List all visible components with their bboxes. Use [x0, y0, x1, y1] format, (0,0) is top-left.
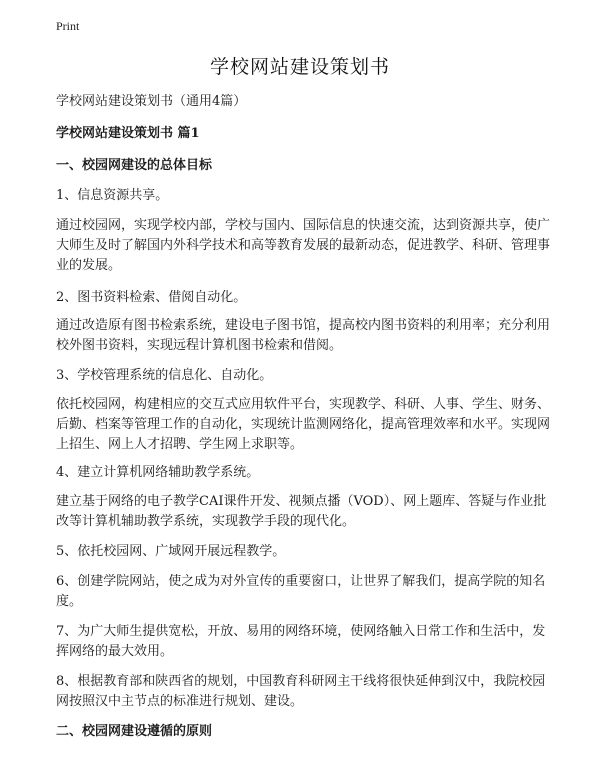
goal-4-text: 建立基于网络的电子教学CAI课件开发、视频点播（VOD）、网上题库、答疑与作业批改等计算机辅助教学系统，实现教学手段的现代化。: [56, 494, 547, 529]
goal-4-title: 4、建立计算机网络辅助教学系统。: [56, 465, 260, 480]
goal-1-title: 1、信息资源共享。: [56, 188, 169, 203]
section-heading-1: 一、校园网建设的总体目标: [56, 158, 213, 173]
goal-2-text: 通过改造原有图书检索系统，建设电子图书馆，提高校内图书资料的利用率；充分利用校外图书资料，实现远程计算机图书检索和借阅。: [56, 318, 551, 353]
goal-2-title: 2、图书资料检索、借阅自动化。: [56, 290, 247, 305]
goal-3-text: 依托校园网，构建相应的交互式应用软件平台，实现教学、科研、人事、学生、财务、后勤、档案等管理工作的自动化，实现统计监测网络化，提高管理效率和水平。实现网上招生、网上人才招聘、学生网上求职等。: [56, 397, 551, 452]
goal-6: 6、创建学院网站，使之成为对外宣传的重要窗口，让世界了解我们，提高学院的知名度。: [56, 574, 546, 609]
subtitle: 学校网站建设策划书（通用4篇）: [56, 94, 247, 109]
goal-7: 7、为广大师生提供宽松，开放、易用的网络环境，使网络触入日常工作和生活中，发挥网络的最大效用。: [56, 624, 546, 659]
page-title: 学校网站建设策划书: [209, 56, 390, 78]
goal-5: 5、依托校园网、广域网开展远程教学。: [56, 544, 286, 559]
print-link[interactable]: Print: [56, 19, 80, 33]
goal-8: 8、根据教育部和陕西省的规划，中国教育科研网主干线将很快延伸到汉中，我院校园网按照汉中主节点的标准进行规划、建设。: [56, 674, 546, 709]
goal-3-title: 3、学校管理系统的信息化、自动化。: [56, 368, 273, 383]
part-heading: 学校网站建设策划书 篇1: [56, 126, 200, 141]
section-heading-2: 二、校园网建设遵循的原则: [56, 724, 213, 739]
goal-1-text: 通过校园网，实现学校内部，学校与国内、国际信息的快速交流，达到资源共享，使广大师生及时了解国内外科学技术和高等教育发展的最新动态，促进教学、科研、管理事业的发展。: [56, 218, 551, 273]
